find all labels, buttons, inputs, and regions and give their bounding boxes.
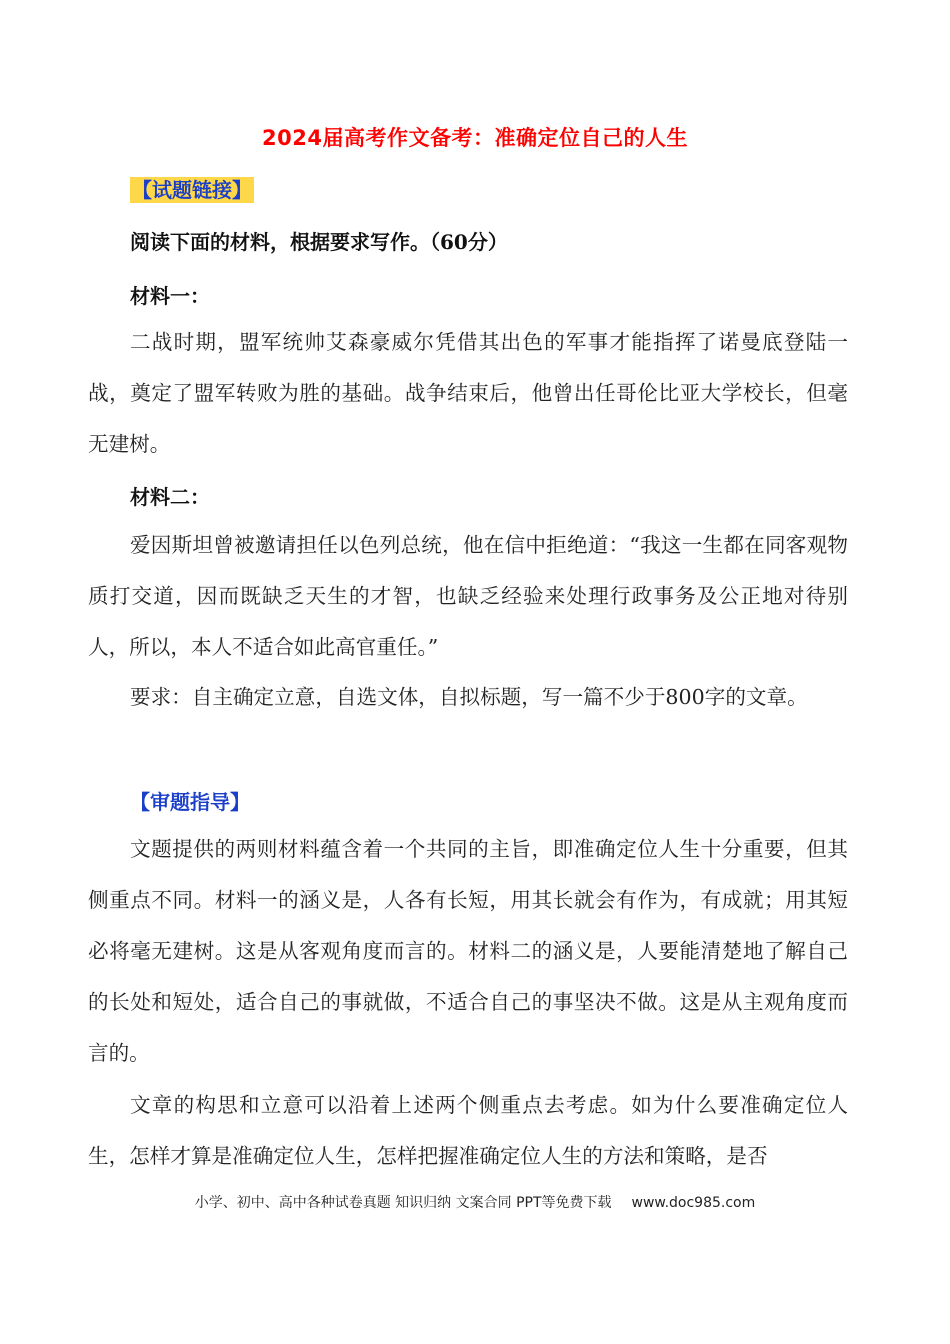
- document-title: 2024届高考作文备考：准确定位自己的人生: [262, 126, 688, 150]
- page-footer: [0, 1192, 950, 1212]
- material2-label: 材料二：: [130, 485, 210, 509]
- material2-paragraph: 爱因斯坦曾被邀请担任以色列总统，他在信中拒绝道：“我这一生都在同客观物质打交道，因而既缺乏天生的才智，也缺乏经验来处理行政事务及公正地对待别人，所以，本人不适合如此高官重任。”: [88, 533, 848, 659]
- requirement-paragraph: 要求：自主确定立意，自选文体，自拟标题，写一篇不少于800字的文章。: [130, 685, 808, 709]
- guide-paragraph-1: 文题提供的两则材料蕴含着一个共同的主旨，即准确定位人生十分重要，但其侧重点不同。材料一的涵义是，人各有长短，用其长就会有作为，有成就；用其短必将毫无建树。这是从客观角度而言的。材料二的涵义是，人要能清楚地了解自己的长处和短处，适合自己的事就做，不适合自己的事坚决不做。这是从主观角度而言的。: [88, 837, 848, 1065]
- prompt-instruction: 阅读下面的材料，根据要求写作。（60分）: [130, 230, 508, 254]
- section-tag-question-link: 【试题链接】: [132, 178, 252, 202]
- guide-paragraph-2: 文章的构思和立意可以沿着上述两个侧重点去考虑。如为什么要准确定位人生，怎样才算是准确定位人生，怎样把握准确定位人生的方法和策略，是否: [88, 1093, 848, 1168]
- section-tag-analysis-guide: 【审题指导】: [130, 790, 250, 814]
- material1-paragraph: 二战时期，盟军统帅艾森豪威尔凭借其出色的军事才能指挥了诺曼底登陆一战，奠定了盟军转败为胜的基础。战争结束后，他曾出任哥伦比亚大学校长，但毫无建树。: [88, 330, 848, 456]
- footer-text: 小学、初中、高中各种试卷真题 知识归纳 文案合同 PPT等免费下载: [194, 1195, 612, 1211]
- footer-url[interactable]: www.doc985.com: [631, 1195, 756, 1211]
- material1-label: 材料一：: [130, 284, 210, 308]
